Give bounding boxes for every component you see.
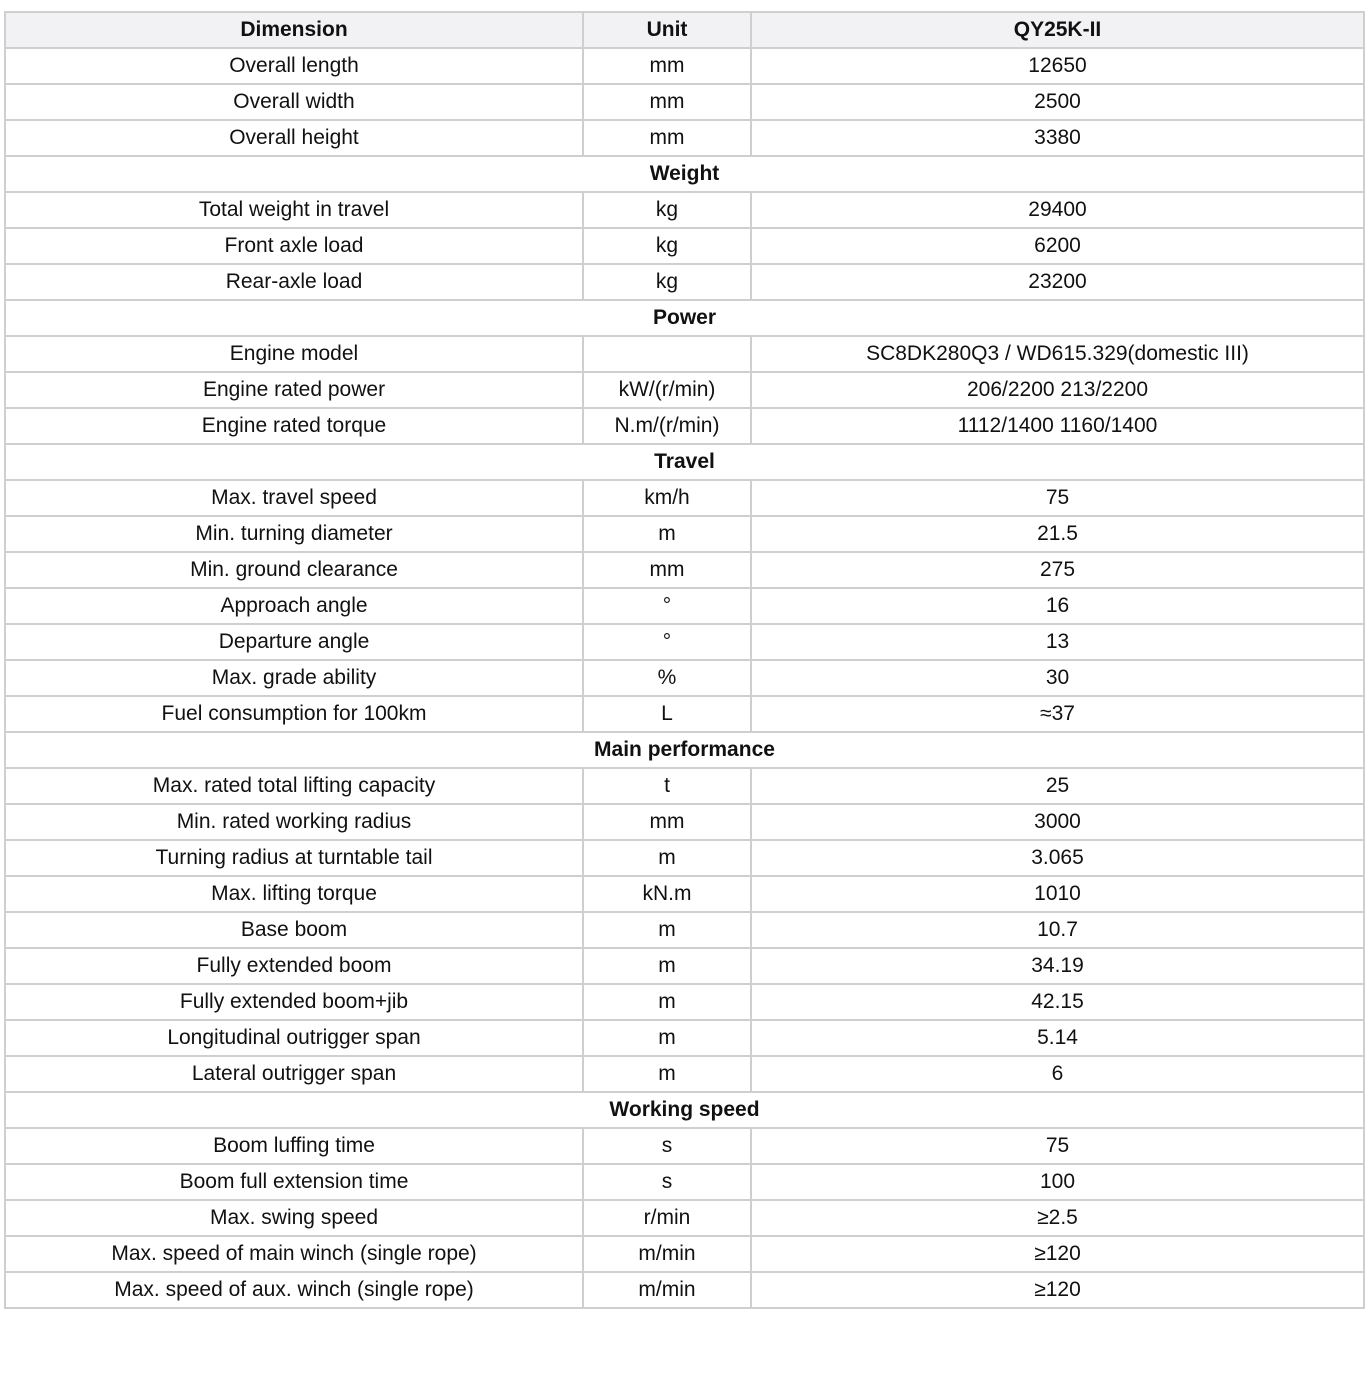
cell-unit: m xyxy=(583,912,751,948)
header-model: QY25K-II xyxy=(751,12,1364,48)
cell-dimension: Engine rated torque xyxy=(5,408,583,444)
table-row xyxy=(5,228,1364,264)
cell-unit: m xyxy=(583,516,751,552)
table-row xyxy=(5,1200,1364,1236)
table-body xyxy=(5,48,1364,1308)
table-row xyxy=(5,264,1364,300)
cell-dimension: Boom luffing time xyxy=(5,1128,583,1164)
cell-dimension: Fully extended boom xyxy=(5,948,583,984)
cell-dimension: Max. rated total lifting capacity xyxy=(5,768,583,804)
cell-value: ≈37 xyxy=(751,696,1364,732)
section-heading: Travel xyxy=(5,444,1364,480)
section-row xyxy=(5,1092,1364,1128)
cell-value: 6 xyxy=(751,1056,1364,1092)
cell-unit: kg xyxy=(583,192,751,228)
cell-dimension: Departure angle xyxy=(5,624,583,660)
cell-unit: m xyxy=(583,984,751,1020)
cell-dimension: Base boom xyxy=(5,912,583,948)
cell-value: 34.19 xyxy=(751,948,1364,984)
cell-unit: ° xyxy=(583,624,751,660)
cell-unit: mm xyxy=(583,84,751,120)
table-row xyxy=(5,1128,1364,1164)
table-row xyxy=(5,552,1364,588)
cell-dimension: Longitudinal outrigger span xyxy=(5,1020,583,1056)
table-header xyxy=(5,12,1364,48)
cell-value: 275 xyxy=(751,552,1364,588)
cell-value: 206/2200 213/2200 xyxy=(751,372,1364,408)
cell-dimension: Overall length xyxy=(5,48,583,84)
cell-unit: N.m/(r/min) xyxy=(583,408,751,444)
cell-value: 1010 xyxy=(751,876,1364,912)
table-row xyxy=(5,588,1364,624)
cell-unit: kg xyxy=(583,228,751,264)
cell-unit: kg xyxy=(583,264,751,300)
cell-dimension: Fully extended boom+jib xyxy=(5,984,583,1020)
cell-value: 3380 xyxy=(751,120,1364,156)
cell-unit: s xyxy=(583,1128,751,1164)
cell-dimension: Fuel consumption for 100km xyxy=(5,696,583,732)
cell-unit: mm xyxy=(583,804,751,840)
cell-dimension: Overall width xyxy=(5,84,583,120)
section-heading: Working speed xyxy=(5,1092,1364,1128)
cell-dimension: Total weight in travel xyxy=(5,192,583,228)
cell-value: 1112/1400 1160/1400 xyxy=(751,408,1364,444)
table-row xyxy=(5,1056,1364,1092)
cell-dimension: Approach angle xyxy=(5,588,583,624)
cell-unit: % xyxy=(583,660,751,696)
table-row xyxy=(5,948,1364,984)
cell-unit: mm xyxy=(583,120,751,156)
table-row xyxy=(5,84,1364,120)
cell-unit: m xyxy=(583,948,751,984)
section-heading: Weight xyxy=(5,156,1364,192)
cell-value: 30 xyxy=(751,660,1364,696)
table-row xyxy=(5,48,1364,84)
cell-dimension: Max. travel speed xyxy=(5,480,583,516)
cell-unit: t xyxy=(583,768,751,804)
table-row xyxy=(5,192,1364,228)
cell-unit: mm xyxy=(583,552,751,588)
cell-value: 21.5 xyxy=(751,516,1364,552)
table-row xyxy=(5,1020,1364,1056)
section-heading: Power xyxy=(5,300,1364,336)
cell-dimension: Max. speed of aux. winch (single rope) xyxy=(5,1272,583,1308)
table-row xyxy=(5,624,1364,660)
cell-unit: m xyxy=(583,1056,751,1092)
cell-dimension: Lateral outrigger span xyxy=(5,1056,583,1092)
cell-dimension: Rear-axle load xyxy=(5,264,583,300)
table-row xyxy=(5,516,1364,552)
cell-value: 3000 xyxy=(751,804,1364,840)
cell-unit: km/h xyxy=(583,480,751,516)
table-row xyxy=(5,804,1364,840)
cell-dimension: Max. swing speed xyxy=(5,1200,583,1236)
cell-value: 42.15 xyxy=(751,984,1364,1020)
section-row xyxy=(5,444,1364,480)
specifications-table xyxy=(4,11,1365,1309)
cell-dimension: Overall height xyxy=(5,120,583,156)
cell-unit: ° xyxy=(583,588,751,624)
cell-value: 75 xyxy=(751,1128,1364,1164)
cell-value: 6200 xyxy=(751,228,1364,264)
cell-value: 25 xyxy=(751,768,1364,804)
table-row xyxy=(5,660,1364,696)
cell-value: 3.065 xyxy=(751,840,1364,876)
table-row xyxy=(5,1272,1364,1308)
table-row xyxy=(5,1236,1364,1272)
table-row xyxy=(5,1164,1364,1200)
table-row xyxy=(5,768,1364,804)
cell-value: 2500 xyxy=(751,84,1364,120)
cell-value: 29400 xyxy=(751,192,1364,228)
cell-unit: mm xyxy=(583,48,751,84)
cell-dimension: Min. turning diameter xyxy=(5,516,583,552)
table-row xyxy=(5,840,1364,876)
cell-dimension: Max. lifting torque xyxy=(5,876,583,912)
header-unit: Unit xyxy=(583,12,751,48)
cell-unit xyxy=(583,336,751,372)
cell-dimension: Front axle load xyxy=(5,228,583,264)
section-row xyxy=(5,300,1364,336)
cell-value: 16 xyxy=(751,588,1364,624)
table-row xyxy=(5,336,1364,372)
cell-value: SC8DK280Q3 / WD615.329(domestic III) xyxy=(751,336,1364,372)
table-row xyxy=(5,120,1364,156)
cell-value: 5.14 xyxy=(751,1020,1364,1056)
cell-dimension: Max. speed of main winch (single rope) xyxy=(5,1236,583,1272)
table-row xyxy=(5,372,1364,408)
cell-dimension: Engine model xyxy=(5,336,583,372)
cell-dimension: Min. rated working radius xyxy=(5,804,583,840)
section-row xyxy=(5,732,1364,768)
table-row xyxy=(5,480,1364,516)
table-row xyxy=(5,408,1364,444)
cell-value: ≥120 xyxy=(751,1272,1364,1308)
cell-unit: r/min xyxy=(583,1200,751,1236)
cell-unit: m/min xyxy=(583,1272,751,1308)
cell-unit: m/min xyxy=(583,1236,751,1272)
header-row xyxy=(5,12,1364,48)
section-heading: Main performance xyxy=(5,732,1364,768)
table-row xyxy=(5,876,1364,912)
cell-dimension: Max. grade ability xyxy=(5,660,583,696)
cell-unit: kW/(r/min) xyxy=(583,372,751,408)
table-row xyxy=(5,696,1364,732)
section-row xyxy=(5,156,1364,192)
table-row xyxy=(5,912,1364,948)
cell-dimension: Engine rated power xyxy=(5,372,583,408)
cell-unit: L xyxy=(583,696,751,732)
cell-unit: kN.m xyxy=(583,876,751,912)
cell-unit: m xyxy=(583,840,751,876)
cell-value: ≥2.5 xyxy=(751,1200,1364,1236)
cell-value: 75 xyxy=(751,480,1364,516)
header-dimension: Dimension xyxy=(5,12,583,48)
cell-value: ≥120 xyxy=(751,1236,1364,1272)
cell-value: 12650 xyxy=(751,48,1364,84)
cell-unit: s xyxy=(583,1164,751,1200)
cell-unit: m xyxy=(583,1020,751,1056)
cell-dimension: Boom full extension time xyxy=(5,1164,583,1200)
cell-dimension: Min. ground clearance xyxy=(5,552,583,588)
cell-value: 23200 xyxy=(751,264,1364,300)
cell-value: 100 xyxy=(751,1164,1364,1200)
cell-value: 10.7 xyxy=(751,912,1364,948)
table-row xyxy=(5,984,1364,1020)
cell-dimension: Turning radius at turntable tail xyxy=(5,840,583,876)
cell-value: 13 xyxy=(751,624,1364,660)
